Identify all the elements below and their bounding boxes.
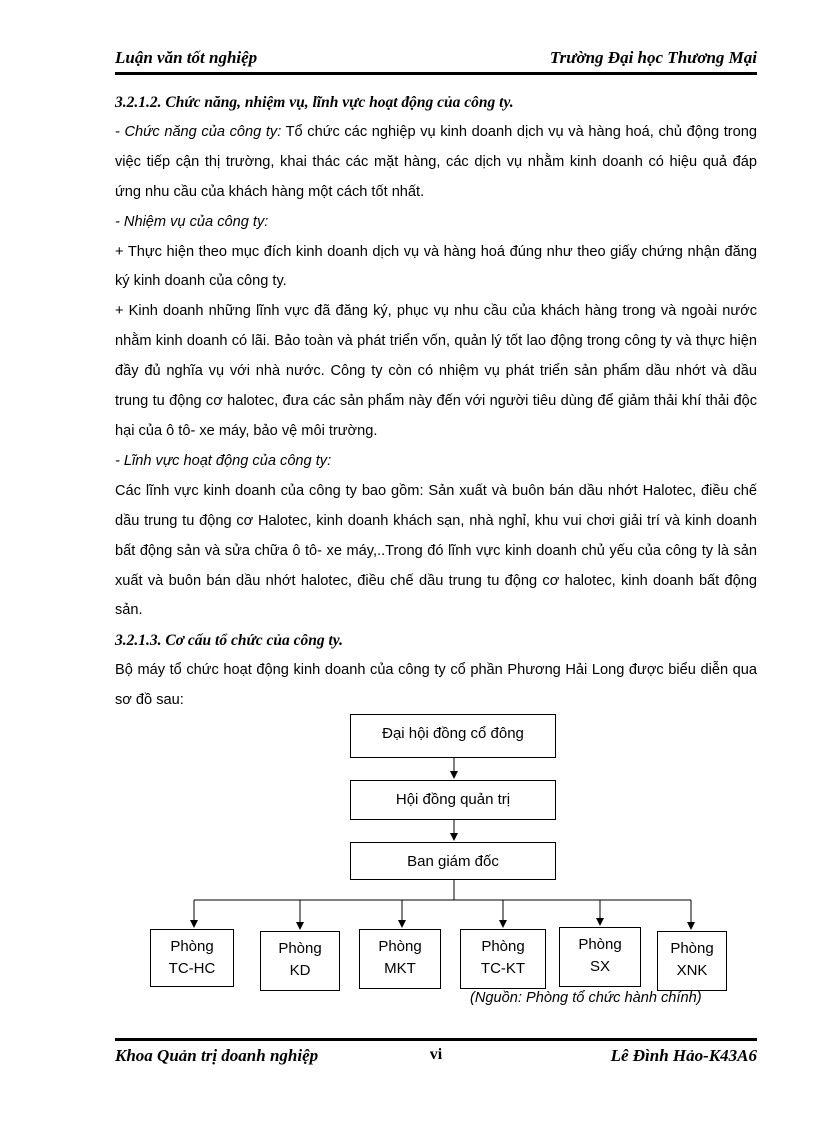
footer-rule — [115, 1038, 757, 1041]
function-text: Tổ chức các nghiệp vụ kinh doanh dịch vụ và hàng hoá, chủ động trong việc tiếp cận thị trường, khai thác các mặt hàng, các dịch vụ nhằm kinh doanh có hiệu quả đáp ứng nhu cầu của khách hàng một cách tốt nhất. — [115, 123, 757, 200]
dept-tchc-line2: TC-HC — [168, 960, 216, 977]
dept-tckt-line1: Phòng — [481, 938, 525, 955]
paragraph-field: Các lĩnh vực kinh doanh của công ty bao gồm: Sản xuất và buôn bán dầu nhớt Halotec, điều chế dầu trung tu động cơ Halotec, kinh doanh khách sạn, nhà nghỉ, khu vui chơi giải trí và kinh doanh bất động sản và sửa chữa ô tô- xe máy,..Trong đó lĩnh vực kinh doanh chủ yếu của công ty là sản xuất và buôn bán dầu nhớt halotec, điều chế dầu trung tu động cơ halotec, kinh doanh bất động sản. — [115, 482, 757, 619]
page-footer — [115, 1046, 757, 1070]
box-dept-xnk — [657, 931, 727, 991]
page-number: vi — [429, 1046, 443, 1063]
box-dept-tckt — [460, 929, 546, 989]
field-label: - Lĩnh vực hoạt động của công ty: — [115, 452, 332, 469]
footer-faculty: Khoa Quản trị doanh nghiệp — [115, 1046, 319, 1065]
board-label: Hội đồng quản trị — [395, 791, 511, 808]
box-dept-mkt — [359, 929, 441, 989]
directors-label: Ban giám đốc — [407, 853, 499, 870]
dept-sx-line1: Phòng — [578, 936, 622, 953]
dept-xnk-line2: XNK — [676, 962, 708, 979]
dept-sx-line2: SX — [589, 958, 610, 975]
dept-kd-line1: Phòng — [278, 940, 322, 957]
shareholders-label: Đại hội đồng cổ đông — [382, 725, 524, 742]
box-board-of-directors — [350, 842, 556, 880]
section-heading-structure: 3.2.1.3. Cơ cấu tổ chức của công ty. — [115, 632, 343, 650]
function-label: - Chức năng của công ty: — [115, 123, 282, 140]
chart-source-note: (Nguồn: Phòng tổ chức hành chính) — [470, 990, 702, 1006]
dept-kd-line2: KD — [289, 962, 311, 979]
box-shareholders-meeting — [350, 714, 556, 758]
box-dept-kd — [260, 931, 340, 991]
header-university: Trường Đại học Thương Mại — [549, 48, 757, 67]
section-heading-functions: 3.2.1.2. Chức năng, nhiệm vụ, lĩnh vực hoạt động của công ty. — [115, 94, 514, 111]
paragraph-duty-1: + Thực hiện theo mục đích kinh doanh dịch vụ và hàng hoá đúng như theo giấy chứng nhận đăng ký kinh doanh của công ty. — [115, 243, 757, 290]
duty-label: - Nhiệm vụ của công ty: — [115, 213, 269, 230]
dept-xnk-line1: Phòng — [670, 940, 714, 957]
header-thesis-label: Luận văn tốt nghiệp — [115, 48, 258, 67]
dept-mkt-line1: Phòng — [378, 938, 422, 955]
dept-mkt-line2: MKT — [384, 960, 416, 977]
footer-author: Lê Đình Hảo-K43A6 — [610, 1046, 757, 1065]
box-dept-tchc — [150, 929, 234, 987]
dept-tckt-line2: TC-KT — [480, 960, 526, 977]
paragraph-structure: Bộ máy tổ chức hoạt động kinh doanh của công ty cổ phần Phương Hải Long được biểu diễn qua sơ đồ sau: — [115, 662, 757, 709]
box-dept-sx — [559, 927, 641, 987]
dept-tchc-line1: Phòng — [170, 938, 214, 955]
box-board-of-management — [350, 780, 556, 820]
paragraph-duty-2: + Kinh doanh những lĩnh vực đã đăng ký, phục vụ nhu cầu của khách hàng trong và ngoài nước nhằm kinh doanh có lãi. Bảo toàn và phát triển vốn, quản lý tốt lao động trong công ty và thực hiện đầy đủ nghĩa vụ với nhà nước. Công ty còn có nhiệm vụ phát triển sản phẩm dầu nhớt và dầu trung tu động cơ halotec, đưa các sản phẩm này đến với người tiêu dùng để giảm thải khí thải độc hại của ô tô- xe máy, bảo vệ môi trường. — [115, 303, 757, 439]
